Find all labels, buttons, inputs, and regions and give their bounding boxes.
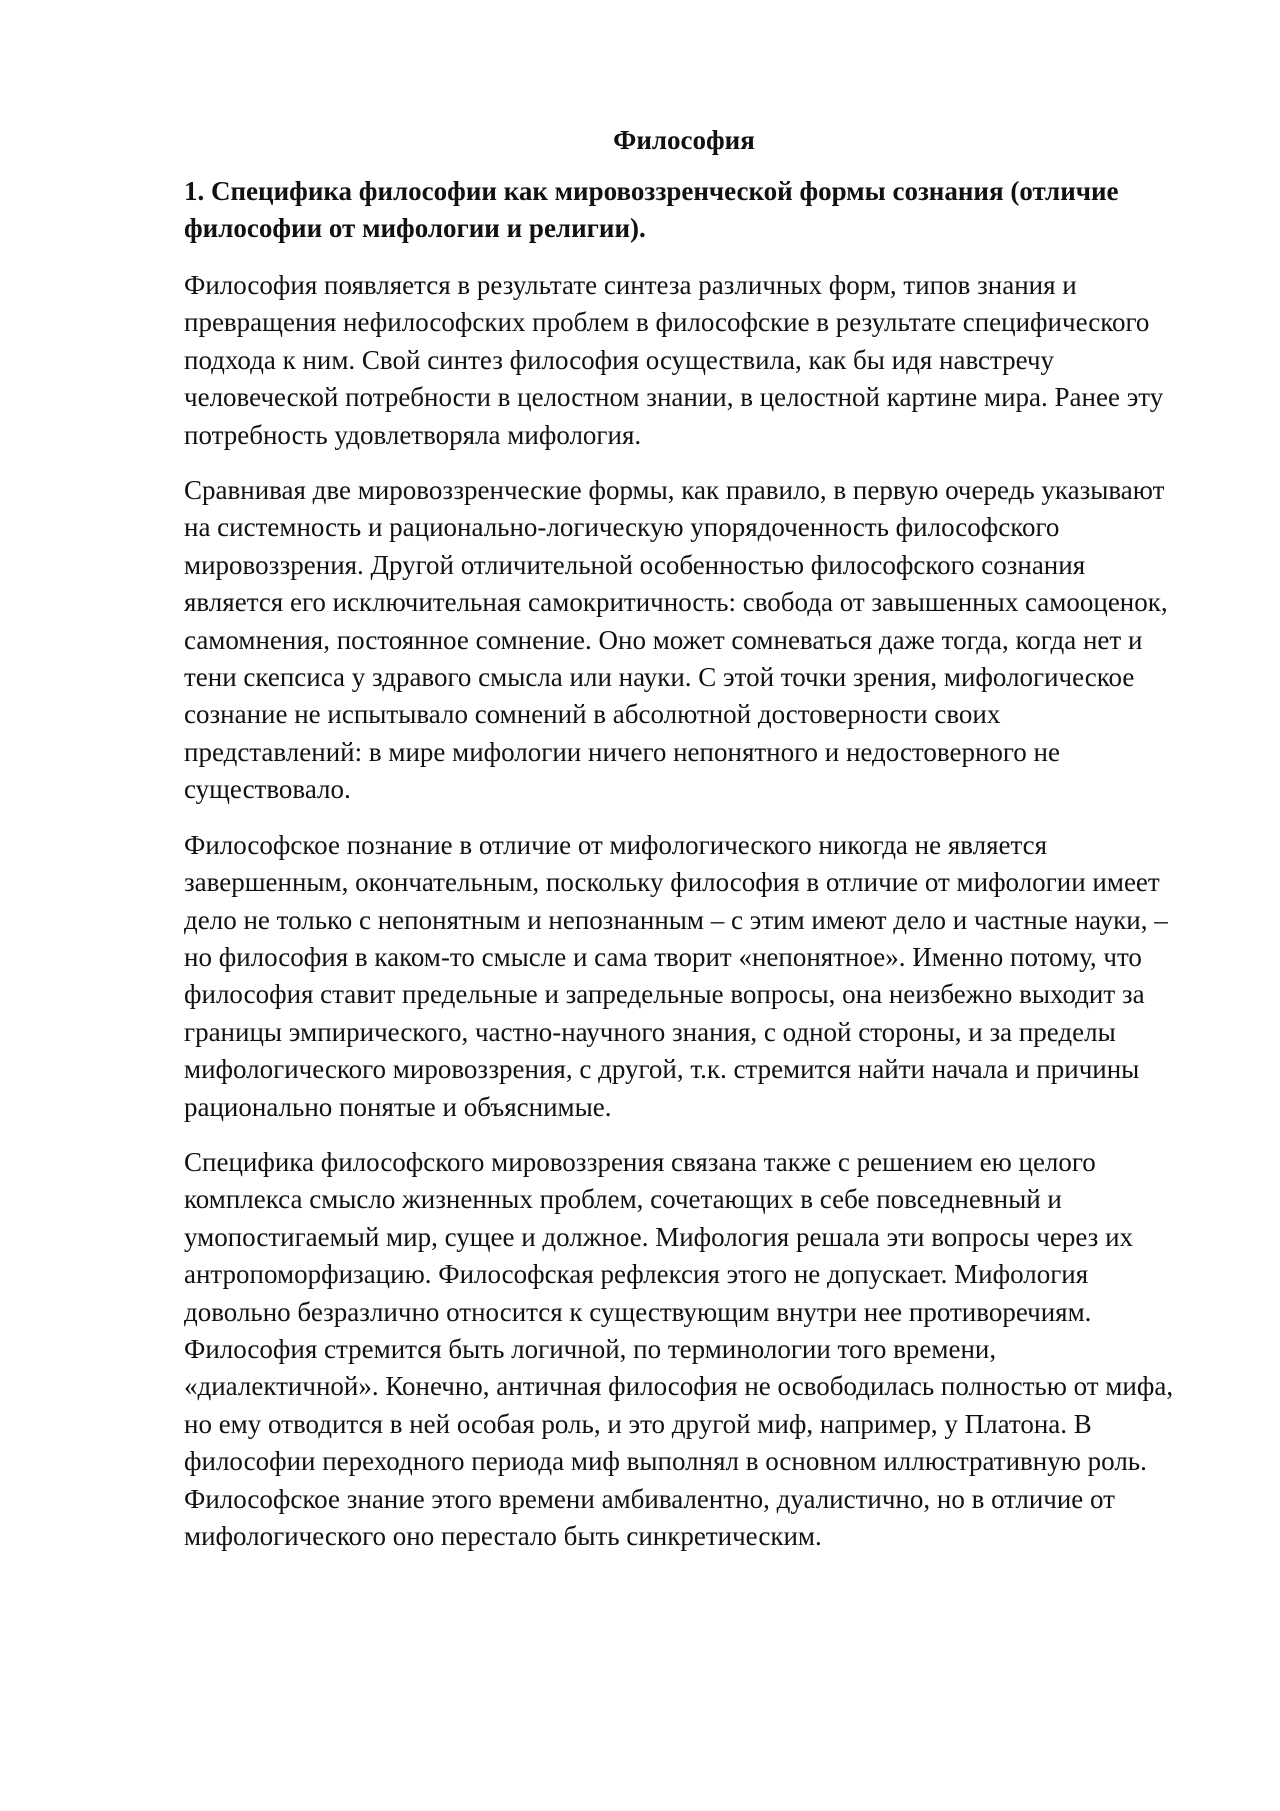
paragraph-specifics: Специфика философского мировоззрения связана также с решением ею целого комплекса смысло жизненных проблем, сочетающих в себе повседневный и умопостигаемый мир, сущее и должное. Мифология решала эти вопросы через их антропоморфизацию. Философская рефлексия этого не допускает. Мифология довольно безразлично относится к существующим внутри нее противоречиям. Философия стремится быть логичной, по терминологии того времени, «диалектичной». Конечно, античная философия не освободилась полностью от мифа, но ему отводится в ней особая роль, и это другой миф, например, у Платона. В философии переходного периода миф выполнял в основном иллюстративную роль. Философское знание этого времени амбивалентно, дуалистично, но в отличие от мифологического оно перестало быть синкретическим.: [184, 1146, 1174, 1551]
section-heading: 1. Специфика философии как мировоззренческой формы сознания (отличие философии от мифологии и религии).: [184, 176, 1119, 243]
document-body: [184, 122, 1184, 1573]
document-title: Философия: [613, 125, 755, 155]
paragraph-comparison: Сравнивая две мировоззренческие формы, как правило, в первую очередь указывают на системность и рационально-логическую упорядоченность философского мировоззрения. Другой отличительной особенностью философского сознания является его исключительная самокритичность: свобода от завышенных самооценок, самомнения, постоянное сомнение. Оно может сомневаться даже тогда, когда нет и тени скепсиса у здравого смысла или науки. С этой точки зрения, мифологическое сознание не испытывало сомнений в абсолютной достоверности своих представлений: в мире мифологии ничего непонятного и недостоверного не существовало.: [184, 475, 1168, 805]
paragraph-synthesis: Философия появляется в результате синтеза различных форм, типов знания и превращения нефилософских проблем в философские в результате специфического подхода к ним. Свой синтез философия осуществила, как бы идя навстречу человеческой потребности в целостном знании, в целостной картине мира. Ранее эту потребность удовлетворяла мифология.: [184, 270, 1164, 450]
paragraph-cognition: Философское познание в отличие от мифологического никогда не является завершенным, окончательным, поскольку философия в отличие от мифологии имеет дело не только с непонятным и непознанным – с этим имеют дело и частные науки, – но философия в каком-то смысле и сама творит «непонятное». Именно потому, что философия ставит предельные и запредельные вопросы, она неизбежно выходит за границы эмпирического, частно-научного знания, с одной стороны, и за пределы мифологического мировоззрения, с другой, т.к. стремится найти начала и причины рационально понятые и объяснимые.: [184, 829, 1168, 1122]
